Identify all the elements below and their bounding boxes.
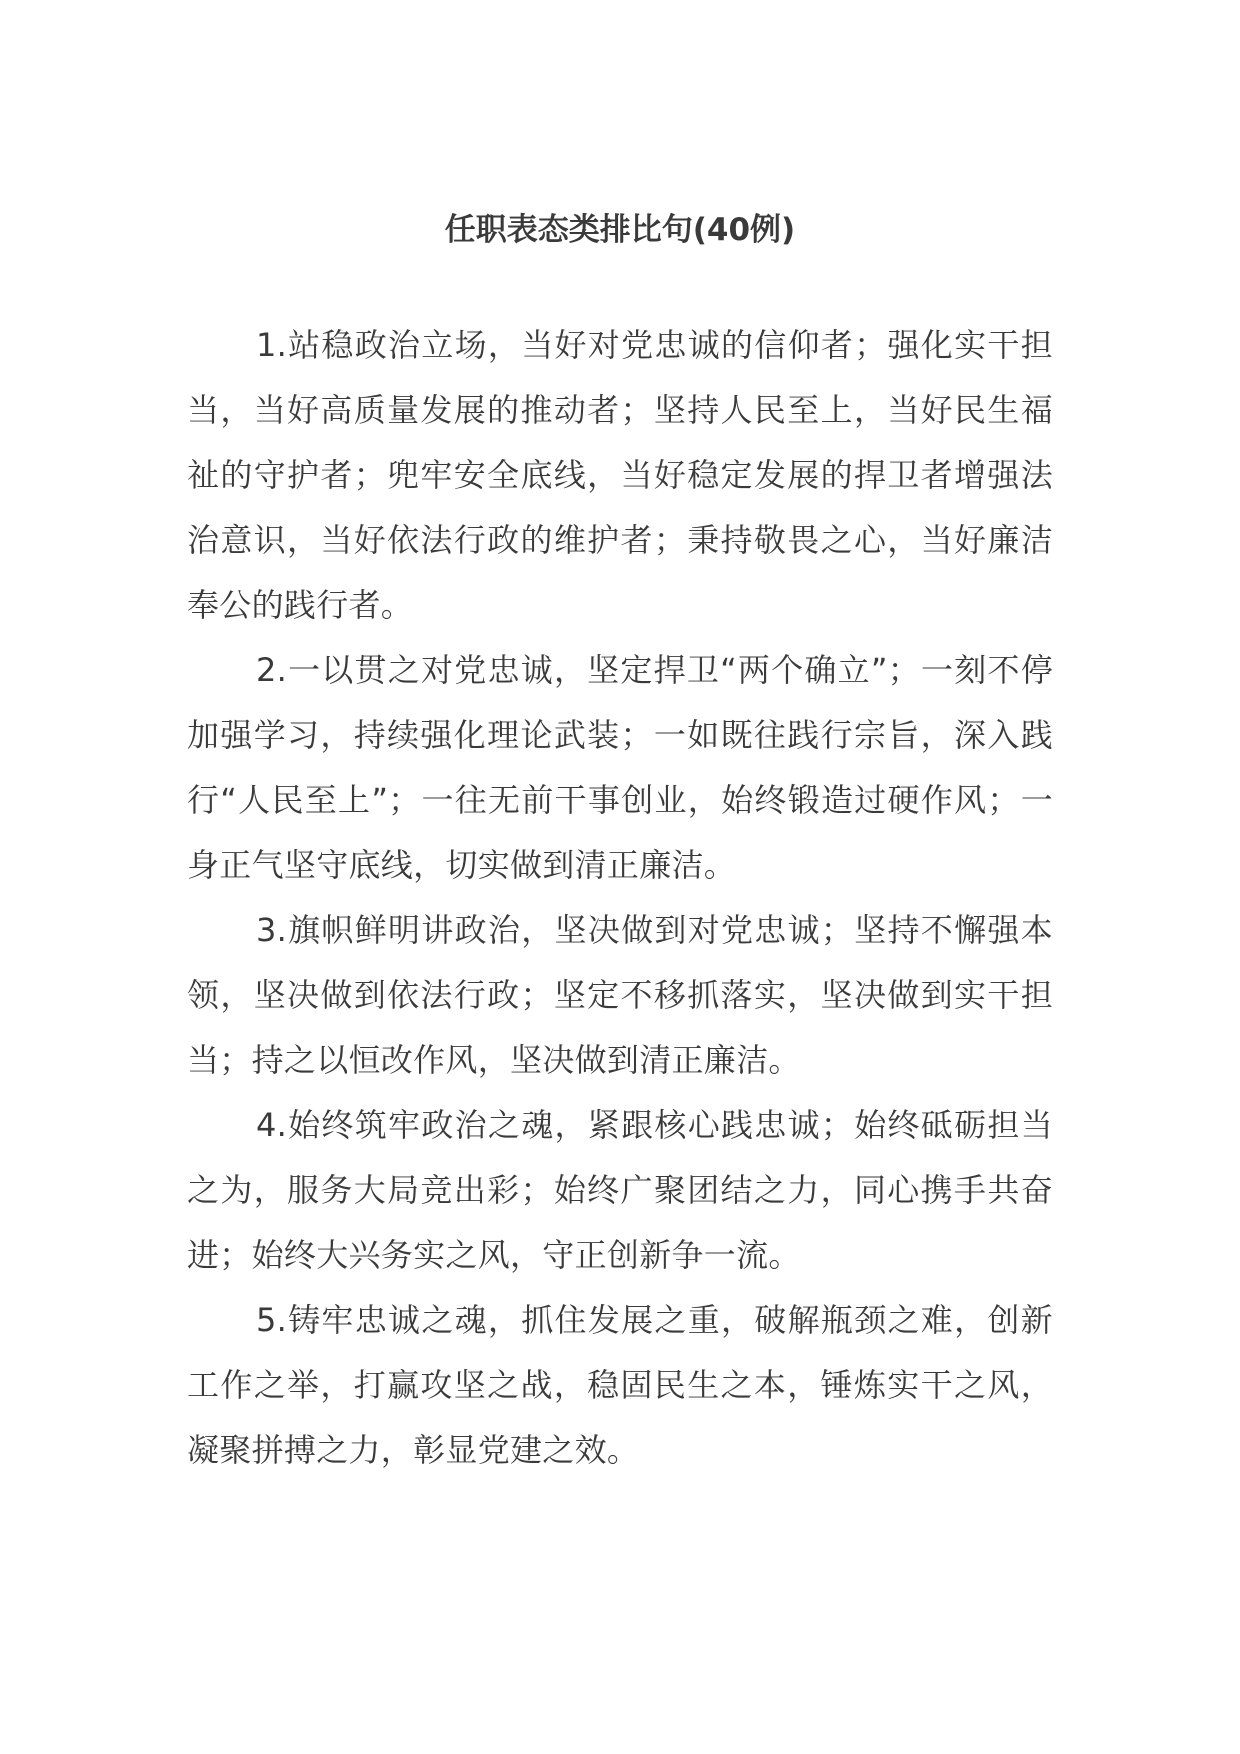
paragraph-2: 2.一以贯之对党忠诚，坚定捍卫“两个确立”；一刻不停加强学习，持续强化理论武装；一如既往践行宗旨，深入践行“人民至上”；一往无前干事创业，始终锻造过硬作风；一身正气坚守底线，切实做到清正廉洁。 <box>187 651 1053 884</box>
paragraph-1: 1.站稳政治立场，当好对党忠诚的信仰者；强化实干担当，当好高质量发展的推动者；坚持人民至上，当好民生福祉的守护者；兜牢安全底线，当好稳定发展的捍卫者增强法治意识，当好依法行政的维护者；秉持敬畏之心，当好廉洁奉公的践行者。 <box>187 326 1053 624</box>
paragraph-5: 5.铸牢忠诚之魂，抓住发展之重，破解瓶颈之难，创新工作之举，打赢攻坚之战，稳固民生之本，锤炼实干之风，凝聚拼搏之力，彰显党建之效。 <box>187 1301 1053 1469</box>
document-title: 任职表态类排比句(40例) <box>444 212 796 248</box>
document-body <box>187 313 1053 1483</box>
paragraph-4: 4.始终筑牢政治之魂，紧跟核心践忠诚；始终砥砺担当之为，服务大局竞出彩；始终广聚团结之力，同心携手共奋进；始终大兴务实之风，守正创新争一流。 <box>187 1106 1053 1274</box>
paragraph-3: 3.旗帜鲜明讲政治，坚决做到对党忠诚；坚持不懈强本领，坚决做到依法行政；坚定不移抓落实，坚决做到实干担当；持之以恒改作风，坚决做到清正廉洁。 <box>187 911 1053 1079</box>
